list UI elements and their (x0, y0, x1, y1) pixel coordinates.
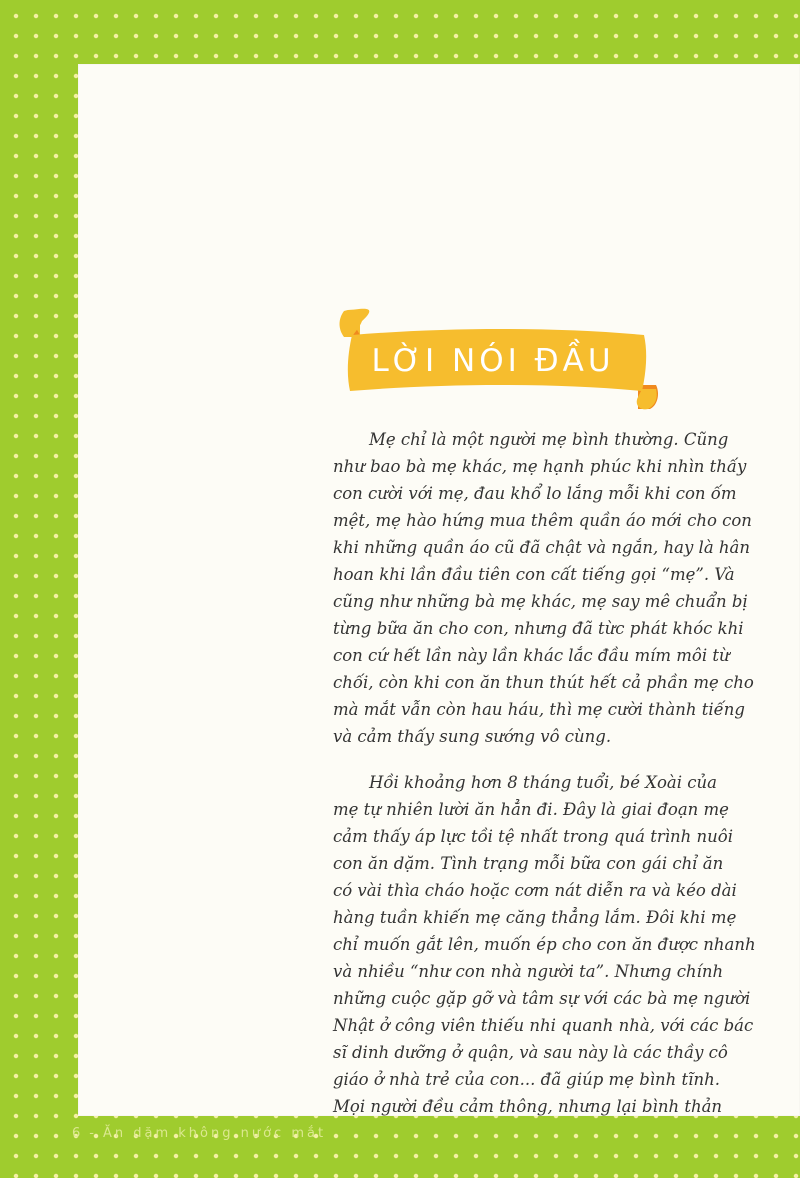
page-number: 6 (72, 1126, 84, 1141)
text-line: có vài thìa cháo hoặc cơm nát diễn ra và kéo dài (333, 881, 737, 900)
text-line: con ăn dặm. Tình trạng mỗi bữa con gái chỉ ăn (333, 854, 724, 873)
text-line: khi những quần áo cũ đã chật và ngắn, hay là hân (333, 538, 751, 557)
text-line: từng bữa ăn cho con, nhưng đã từc phát khóc khi (333, 619, 744, 638)
text-line: như bao bà mẹ khác, mẹ hạnh phúc khi nhìn thấy (333, 457, 747, 476)
footer-separator: - (89, 1126, 97, 1141)
text-line: con cười với mẹ, đau khổ lo lắng mỗi khi con ốm (333, 484, 737, 503)
text-line: con cứ hết lần này lần khác lắc đầu mím môi từ (333, 646, 730, 665)
text-line: Mẹ chỉ là một người mẹ bình thường. Cũng (369, 430, 729, 449)
text-line: hoan khi lần đầu tiên con cất tiếng gọi “mẹ”. Và (333, 565, 735, 584)
title-banner (338, 305, 660, 413)
text-line: Nhật ở công viên thiếu nhi quanh nhà, với các bác (333, 1016, 754, 1035)
text-line: chối, còn khi con ăn thun thút hết cả phần mẹ cho (333, 673, 754, 692)
book-title: Ăn dặm không nước mắt (102, 1126, 327, 1141)
body-text (333, 426, 756, 1120)
text-line: cảm thấy áp lực tồi tệ nhất trong quá trình nuôi (333, 827, 733, 846)
text-line: mẹ tự nhiên lười ăn hẳn đi. Đây là giai đoạn mẹ (333, 800, 729, 819)
text-line: và cảm thấy sung sướng vô cùng. (333, 727, 612, 746)
text-line: sĩ dinh dưỡng ở quận, và sau này là các thầy cô (333, 1043, 728, 1062)
page-footer (72, 1126, 326, 1141)
text-line: mệt, mẹ hào hứng mua thêm quần áo mới cho con (333, 511, 752, 530)
text-line: hàng tuần khiến mẹ căng thẳng lắm. Đôi khi mẹ (333, 908, 737, 927)
text-line: và nhiều “như con nhà người ta”. Nhưng chính (333, 962, 724, 981)
text-line: mà mắt vẫn còn hau háu, thì mẹ cười thành tiếng (333, 700, 745, 719)
paragraph-2 (333, 769, 756, 1120)
page-title: LỜI NÓI ĐẦU (371, 343, 615, 379)
text-line: những cuộc gặp gỡ và tâm sự với các bà mẹ người (333, 989, 751, 1008)
text-line: Mọi người đều cảm thông, nhưng lại bình thản (333, 1097, 723, 1116)
text-line: Hồi khoảng hơn 8 tháng tuổi, bé Xoài của (369, 773, 717, 792)
paragraph-1 (333, 426, 753, 750)
text-line: cũng như những bà mẹ khác, mẹ say mê chuẩn bị (333, 592, 748, 611)
text-line: chỉ muốn gắt lên, muốn ép cho con ăn được nhanh (333, 935, 756, 954)
text-line: giáo ở nhà trẻ của con... đã giúp mẹ bình tĩnh. (333, 1070, 720, 1089)
